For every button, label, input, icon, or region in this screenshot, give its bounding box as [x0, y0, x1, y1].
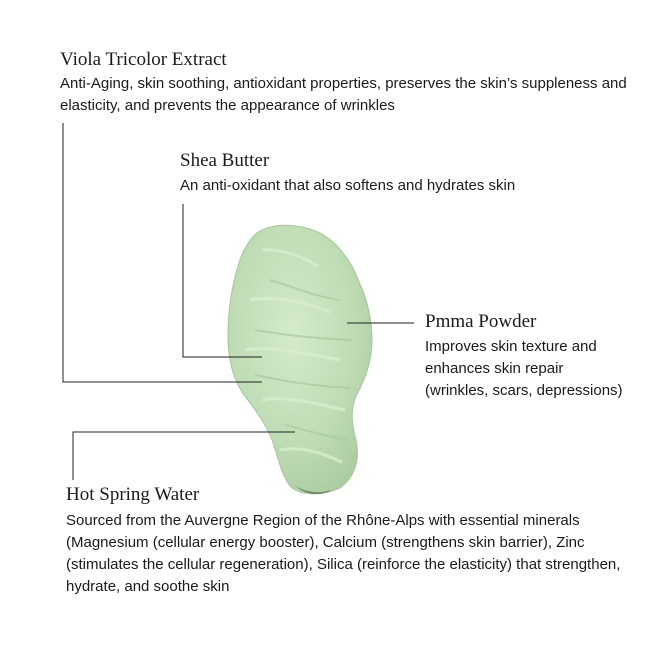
viola-description: Anti-Aging, skin soothing, antioxidant properties, preserves the skin’s suppleness and elasticity, and prevents the appearance of wrinkles [60, 75, 627, 114]
pmma-title: Pmma Powder [425, 311, 537, 332]
spring-description: Sourced from the Auvergne Region of the Rhône-Alps with essential minerals (Magnesium (cellular energy booster), Calcium (strengthens skin barrier), Zinc (stimulates the cellular regeneration), Silica (reinforce the elasticity) that strengthen, hydrate, and soothe skin [66, 512, 621, 595]
viola-title: Viola Tricolor Extract [60, 49, 227, 70]
shea-description: An anti-oxidant that also softens and hydrates skin [180, 177, 516, 194]
spring-title: Hot Spring Water [66, 484, 200, 505]
cream-swatch [228, 225, 372, 494]
pmma-description: Improves skin texture and enhances skin repair (wrinkles, scars, depressions) [425, 338, 623, 399]
shea-title: Shea Butter [180, 150, 270, 171]
leader-line-spring [73, 432, 295, 480]
